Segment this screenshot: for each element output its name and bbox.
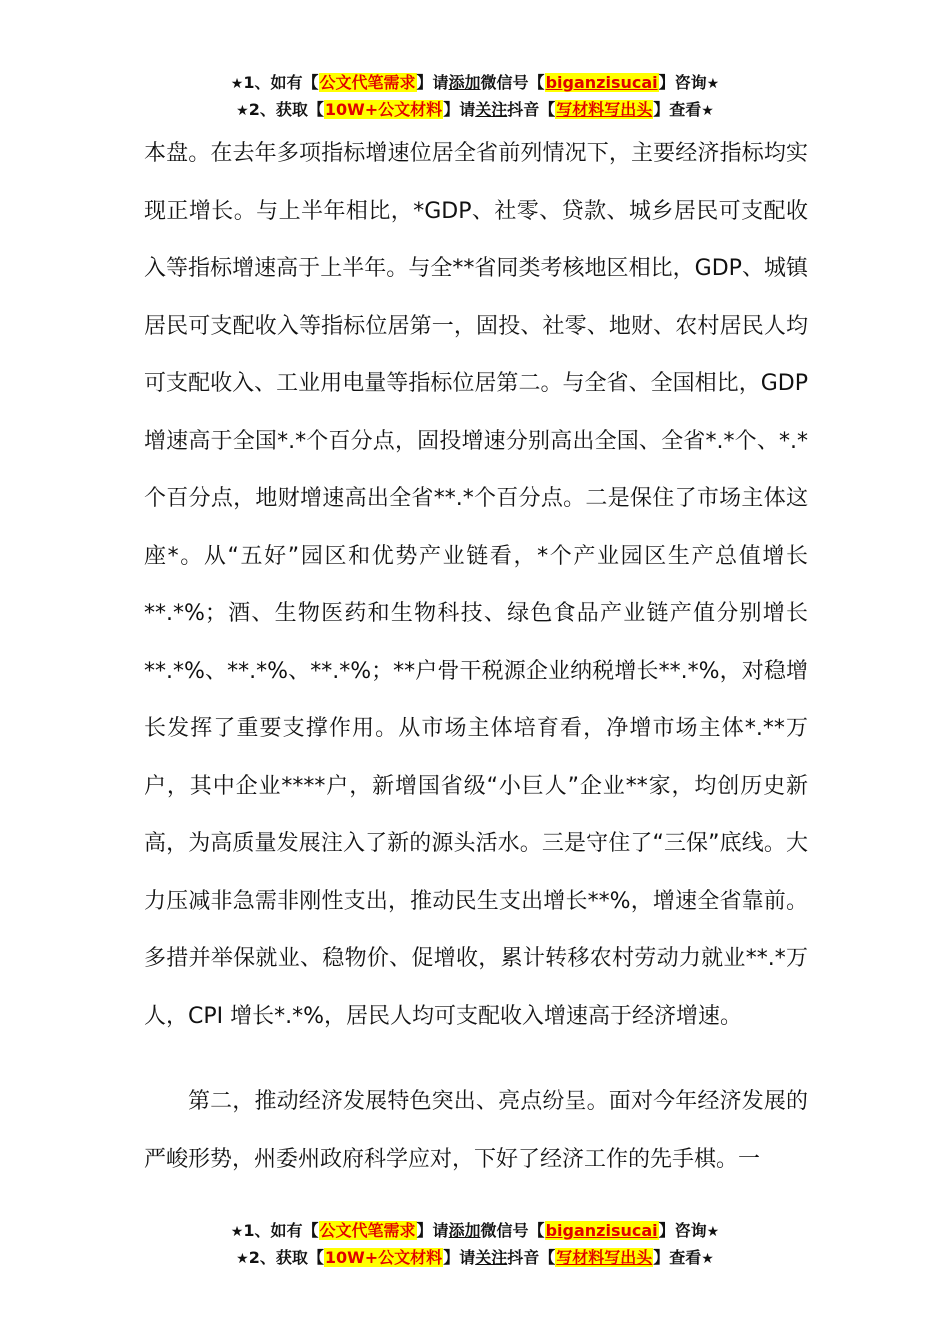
header-banner <box>0 70 950 124</box>
highlight-materials: 10W+公文材料 <box>324 100 443 119</box>
highlight-service: 公文代笔需求 <box>319 73 416 92</box>
star-icon: ★ <box>706 76 720 92</box>
banner-text: 1、如有【 <box>243 73 319 92</box>
banner-text: 抖音【 <box>507 1248 556 1267</box>
banner-text: 】查看 <box>653 100 702 119</box>
banner-text: 微信号【 <box>480 73 545 92</box>
highlight-service: 公文代笔需求 <box>319 1221 416 1240</box>
banner-text: 抖音【 <box>507 100 556 119</box>
paragraph: 本盘。在去年多项指标增速位居全省前列情况下，主要经济指标均实现正增长。与上半年相比，*GDP、社零、贷款、城乡居民可支配收入等指标增速高于上半年。与全**省同类考核地区相比，GDP、城镇居民可支配收入等指标位居第一，固投、社零、地财、农村居民人均可支配收入、工业用电量等指标位居第二。与全省、全国相比，GDP 增速高于全国*.*个百分点，固投增速分别高出全国、全省*.*个、*.*个百分点，地财增速高出全省**.*个百分点。二是保住了市场主体这座*。从“五好”园区和优势产业链看，*个产业园区生产总值增长**.*%；酒、生物医药和生物科技、绿色食品产业链产值分别增长**.*%、**.*%、**.*%；**户骨干税源企业纳税增长**.*%，对稳增长发挥了重要支撑作用。从市场主体培育看，净增市场主体*.**万户，其中企业****户，新增国省级“小巨人”企业**家，均创历史新高，为高质量发展注入了新的源头活水。三是守住了“三保”底线。大力压减非急需非刚性支出，推动民生支出增长**%，增速全省靠前。多措并举保就业、稳物价、促增收，累计转移农村劳动力就业**.*万人，CPI 增长*.*%，居民人均可支配收入增速高于经济增速。 <box>144 141 808 1029</box>
star-icon: ★ <box>230 1224 244 1240</box>
banner-text: 微信号【 <box>480 1221 545 1240</box>
highlight-materials: 10W+公文材料 <box>324 1248 443 1267</box>
highlight-wechat-id: biganzisucai <box>545 1221 658 1240</box>
banner-text: 】请 <box>416 1221 449 1240</box>
banner-text: 1、如有【 <box>243 1221 319 1240</box>
banner-emphasis: 添加 <box>448 73 481 92</box>
star-icon: ★ <box>230 76 244 92</box>
star-icon: ★ <box>236 1251 249 1267</box>
star-icon: ★ <box>701 103 714 119</box>
paragraph: 第二，推动经济发展特色突出、亮点纷呈。面对今年经济发展的严峻形势，州委州政府科学应对，下好了经济工作的先手棋。一 <box>144 1089 808 1172</box>
banner-text: 】咨询 <box>658 1221 707 1240</box>
footer-banner <box>0 1218 950 1272</box>
banner-emphasis: 添加 <box>448 1221 481 1240</box>
banner-text: 】咨询 <box>658 73 707 92</box>
highlight-wechat-id: biganzisucai <box>545 73 658 92</box>
banner-text: 】查看 <box>653 1248 702 1267</box>
star-icon: ★ <box>236 103 249 119</box>
banner-line-2 <box>0 97 950 124</box>
banner-text: 】请 <box>443 100 476 119</box>
highlight-douyin-id: 写材料写出头 <box>556 1248 653 1267</box>
star-icon: ★ <box>701 1251 714 1267</box>
banner-text: 2、获取【 <box>248 1248 324 1267</box>
banner-line-1 <box>0 1218 950 1245</box>
banner-text: 2、获取【 <box>248 100 324 119</box>
document-body <box>144 125 808 1188</box>
banner-line-2 <box>0 1245 950 1272</box>
star-icon: ★ <box>706 1224 720 1240</box>
banner-text: 】请 <box>416 73 449 92</box>
banner-text: 】请 <box>443 1248 476 1267</box>
banner-emphasis: 关注 <box>475 100 508 119</box>
banner-line-1 <box>0 70 950 97</box>
banner-emphasis: 关注 <box>475 1248 508 1267</box>
highlight-douyin-id: 写材料写出头 <box>556 100 653 119</box>
